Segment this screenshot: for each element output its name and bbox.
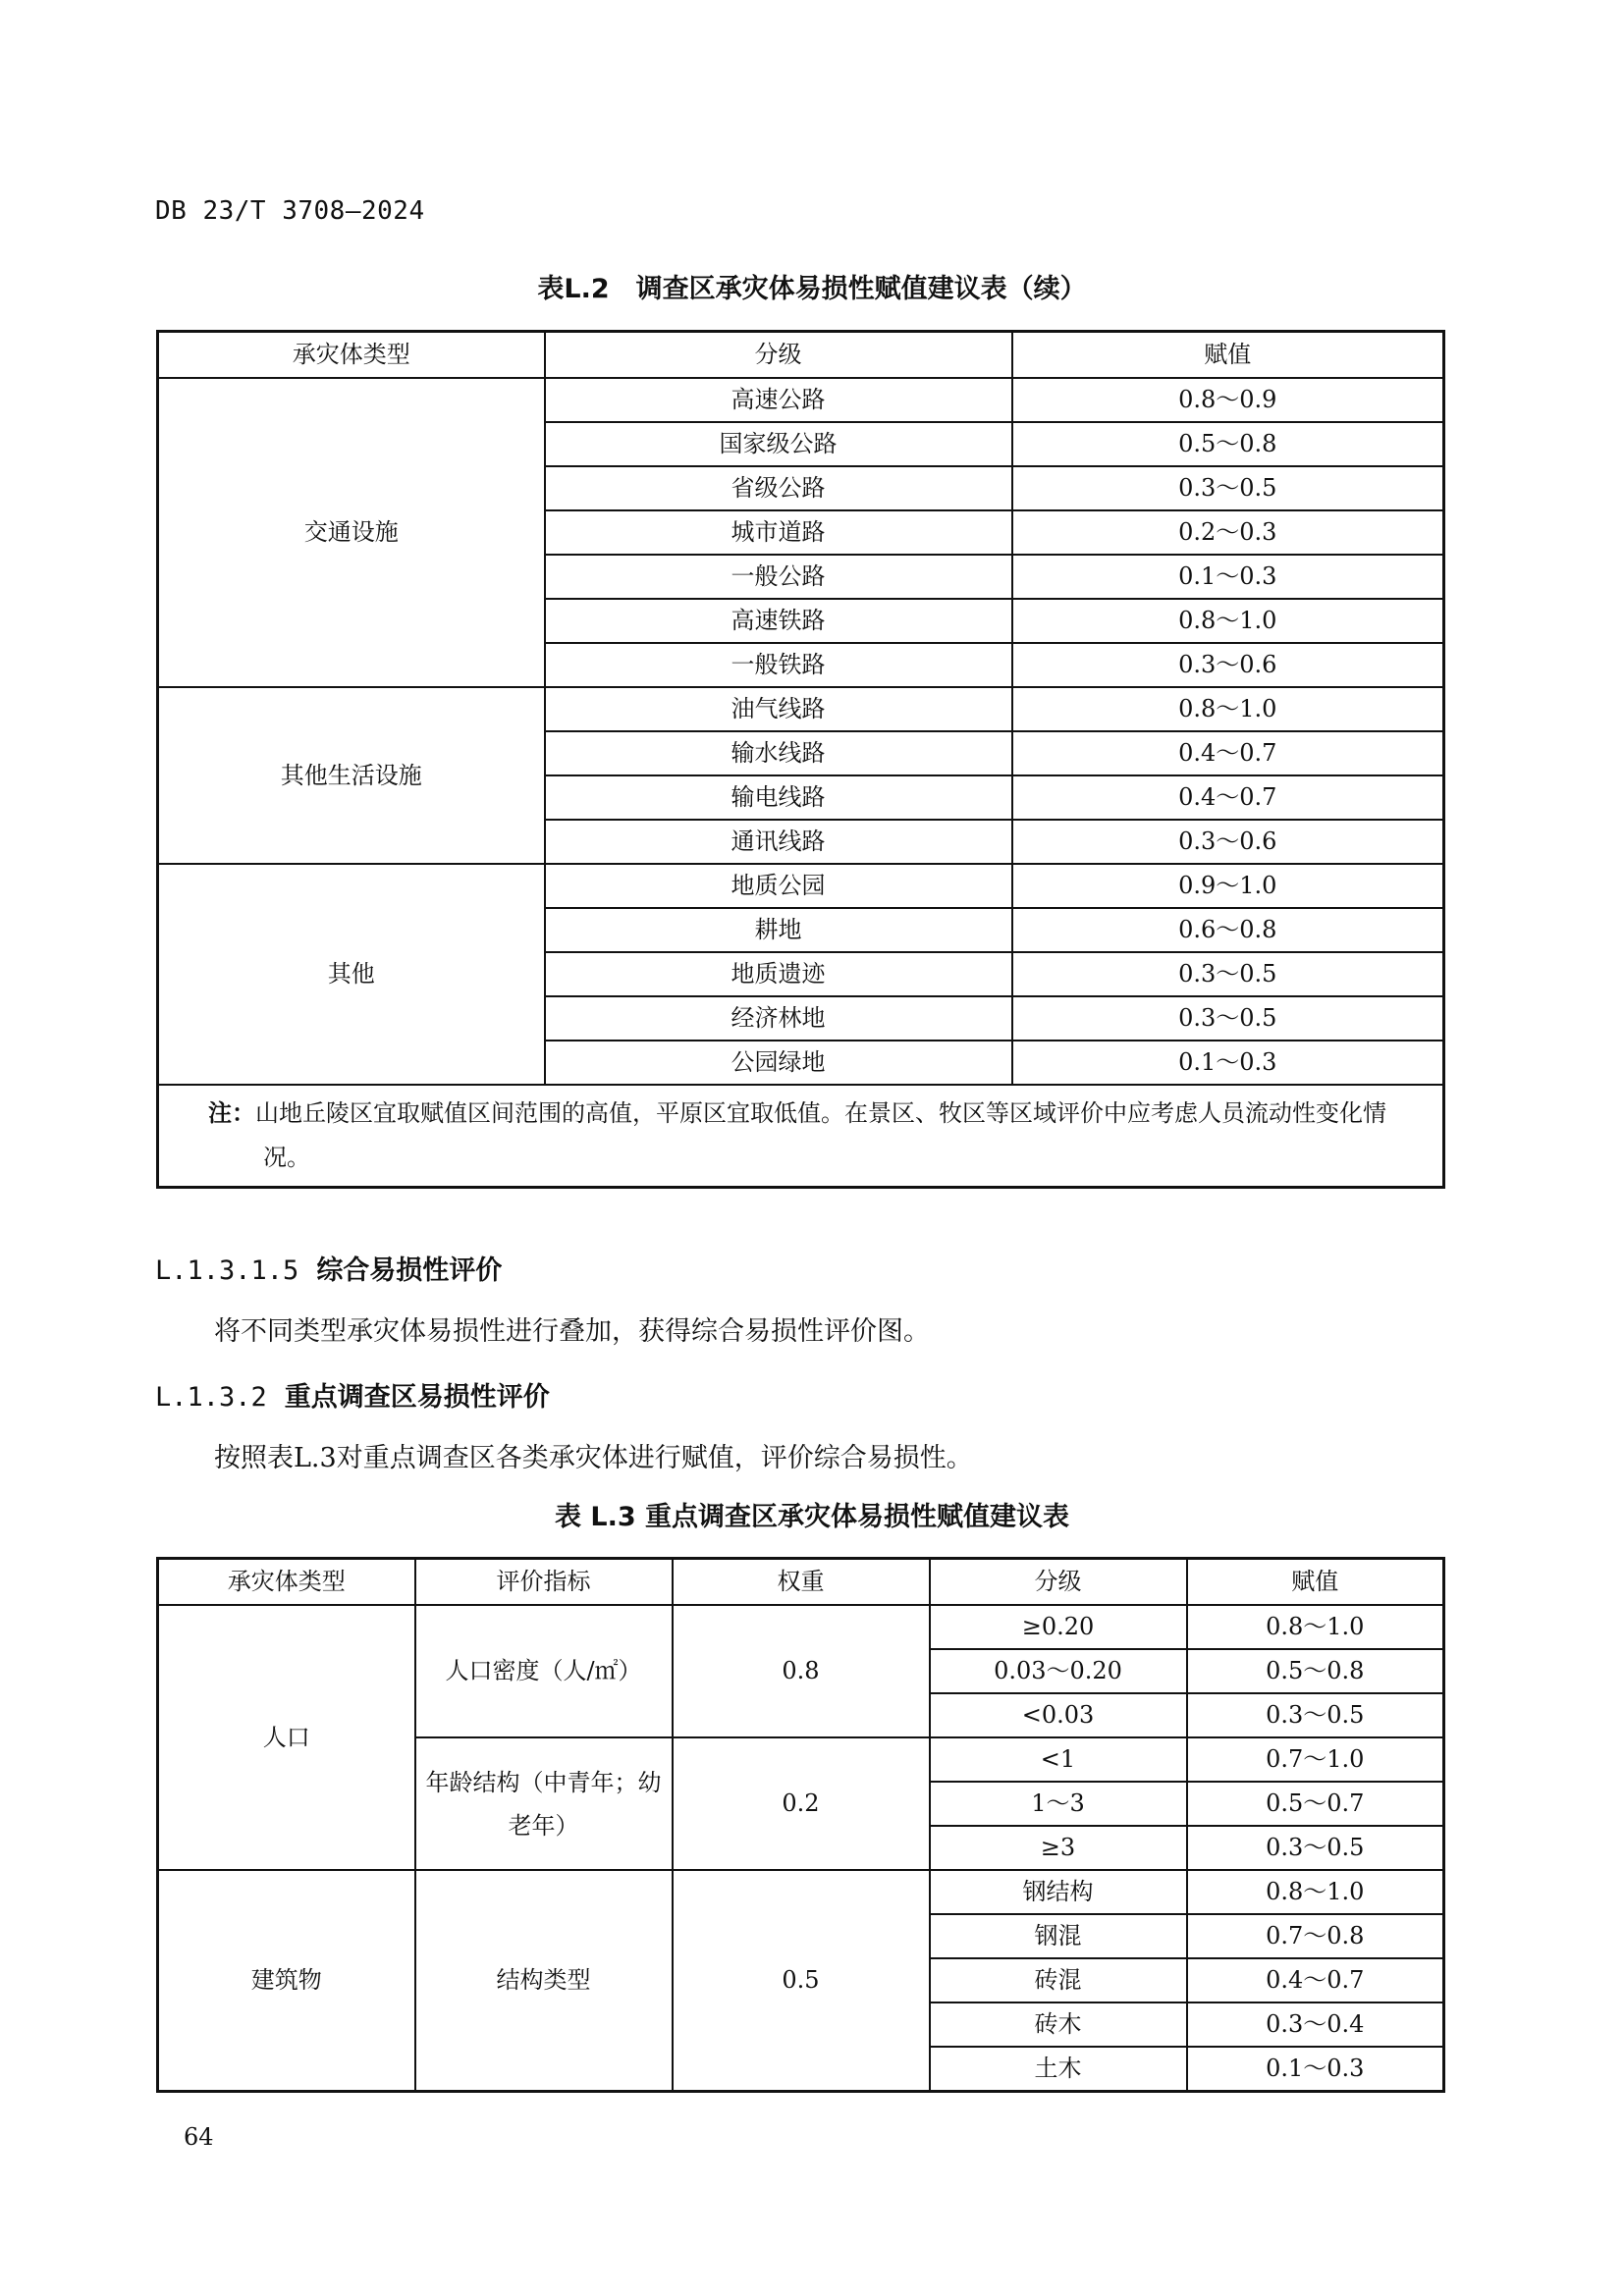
grade-cell: 公园绿地: [545, 1041, 1012, 1085]
grade-cell: 0.03～0.20: [930, 1649, 1187, 1693]
grade-cell: 一般铁路: [545, 643, 1012, 687]
grade-cell: 城市道路: [545, 510, 1012, 555]
value-cell: 0.3～0.5: [1187, 1826, 1444, 1870]
value-cell: 0.8～1.0: [1187, 1870, 1444, 1914]
table-l3-title: 表 L.3 重点调查区承灾体易损性赋值建议表: [554, 1502, 1070, 1532]
value-cell: 0.8～1.0: [1012, 687, 1444, 731]
table-row: [158, 1605, 1444, 1649]
value-cell: 0.7～0.8: [1187, 1914, 1444, 1958]
table-l2-title: 表L.2 调查区承灾体易损性赋值建议表（续）: [537, 274, 1087, 304]
value-cell: 0.3～0.5: [1187, 1693, 1444, 1737]
section-number: L.1.3.1.5: [155, 1255, 299, 1286]
grade-cell: 地质遗迹: [545, 952, 1012, 996]
grade-cell: <1: [930, 1737, 1187, 1782]
indicator-cell: 年龄结构（中青年；幼老年）: [415, 1737, 673, 1870]
column-header: 权重: [673, 1559, 930, 1606]
table-header-row: [158, 1559, 1444, 1606]
grade-cell: 省级公路: [545, 466, 1012, 510]
category-cell: 交通设施: [158, 378, 545, 687]
table-header-row: [158, 332, 1444, 379]
note-text-line-1: 山地丘陵区宜取赋值区间范围的高值，平原区宜取低值。在景区、牧区等区域评价中应考虑人员流动性变化情: [255, 1099, 1386, 1127]
table-note-row: [158, 1085, 1444, 1188]
grade-cell: ≥0.20: [930, 1605, 1187, 1649]
document-id-header: DB 23/T 3708—2024: [155, 196, 425, 226]
value-cell: 0.6～0.8: [1012, 908, 1444, 952]
value-cell: 0.3～0.6: [1012, 643, 1444, 687]
column-header: 承灾体类型: [158, 332, 545, 379]
indicator-cell: 结构类型: [415, 1870, 673, 2092]
grade-cell: 钢混: [930, 1914, 1187, 1958]
value-cell: 0.3～0.5: [1012, 952, 1444, 996]
grade-cell: 砖木: [930, 2002, 1187, 2047]
value-cell: 0.8～0.9: [1012, 378, 1444, 422]
column-header: 赋值: [1187, 1559, 1444, 1606]
value-cell: 0.1～0.3: [1187, 2047, 1444, 2092]
grade-cell: <0.03: [930, 1693, 1187, 1737]
weight-cell: 0.2: [673, 1737, 930, 1870]
value-cell: 0.5～0.8: [1187, 1649, 1444, 1693]
category-cell: 其他生活设施: [158, 687, 545, 864]
grade-cell: 高速公路: [545, 378, 1012, 422]
weight-cell: 0.8: [673, 1605, 930, 1737]
grade-cell: 耕地: [545, 908, 1012, 952]
table-row: [158, 687, 1444, 731]
grade-cell: 高速铁路: [545, 599, 1012, 643]
column-header: 分级: [930, 1559, 1187, 1606]
grade-cell: 地质公园: [545, 864, 1012, 908]
value-cell: 0.3～0.5: [1012, 466, 1444, 510]
section-title: 综合易损性评价: [316, 1255, 503, 1286]
grade-cell: 一般公路: [545, 555, 1012, 599]
value-cell: 0.4～0.7: [1012, 775, 1444, 820]
grade-cell: 经济林地: [545, 996, 1012, 1041]
column-header: 承灾体类型: [158, 1559, 415, 1606]
value-cell: 0.8～1.0: [1187, 1605, 1444, 1649]
value-cell: 0.7～1.0: [1187, 1737, 1444, 1782]
category-cell: 其他: [158, 864, 545, 1085]
grade-cell: 国家级公路: [545, 422, 1012, 466]
category-cell: 建筑物: [158, 1870, 415, 2092]
table-row: [158, 1870, 1444, 1914]
note-text-line-2: 况。: [263, 1144, 310, 1171]
grade-cell: 输电线路: [545, 775, 1012, 820]
value-cell: 0.1～0.3: [1012, 555, 1444, 599]
value-cell: 0.4～0.7: [1187, 1958, 1444, 2002]
grade-cell: 钢结构: [930, 1870, 1187, 1914]
value-cell: 0.9～1.0: [1012, 864, 1444, 908]
grade-cell: 土木: [930, 2047, 1187, 2092]
section-title: 重点调查区易损性评价: [284, 1382, 550, 1413]
page-number: 64: [184, 2123, 214, 2151]
column-header: 分级: [545, 332, 1012, 379]
category-cell: 人口: [158, 1605, 415, 1870]
indicator-cell: 人口密度（人/㎡）: [415, 1605, 673, 1737]
note-label: 注：: [208, 1099, 255, 1127]
grade-cell: 输水线路: [545, 731, 1012, 775]
value-cell: 0.5～0.8: [1012, 422, 1444, 466]
grade-cell: ≥3: [930, 1826, 1187, 1870]
value-cell: 0.1～0.3: [1012, 1041, 1444, 1085]
value-cell: 0.8～1.0: [1012, 599, 1444, 643]
grade-cell: 砖混: [930, 1958, 1187, 2002]
table-l2: [156, 330, 1445, 1189]
value-cell: 0.3～0.5: [1012, 996, 1444, 1041]
paragraph: 将不同类型承灾体易损性进行叠加，获得综合易损性评价图。: [214, 1316, 930, 1347]
column-header: 赋值: [1012, 332, 1444, 379]
table-l3: [156, 1557, 1445, 2093]
section-number: L.1.3.2: [155, 1382, 267, 1413]
value-cell: 0.3～0.4: [1187, 2002, 1444, 2047]
value-cell: 0.5～0.7: [1187, 1782, 1444, 1826]
weight-cell: 0.5: [673, 1870, 930, 2092]
table-note: [158, 1085, 1444, 1188]
value-cell: 0.2～0.3: [1012, 510, 1444, 555]
grade-cell: 1～3: [930, 1782, 1187, 1826]
table-row: [158, 864, 1444, 908]
table-row: [158, 378, 1444, 422]
value-cell: 0.4～0.7: [1012, 731, 1444, 775]
grade-cell: 通讯线路: [545, 820, 1012, 864]
section-heading-l132: [155, 1375, 550, 1414]
grade-cell: 油气线路: [545, 687, 1012, 731]
paragraph: 按照表L.3对重点调查区各类承灾体进行赋值，评价综合易损性。: [214, 1443, 973, 1473]
column-header: 评价指标: [415, 1559, 673, 1606]
value-cell: 0.3～0.6: [1012, 820, 1444, 864]
section-heading-l1315: [155, 1249, 502, 1287]
